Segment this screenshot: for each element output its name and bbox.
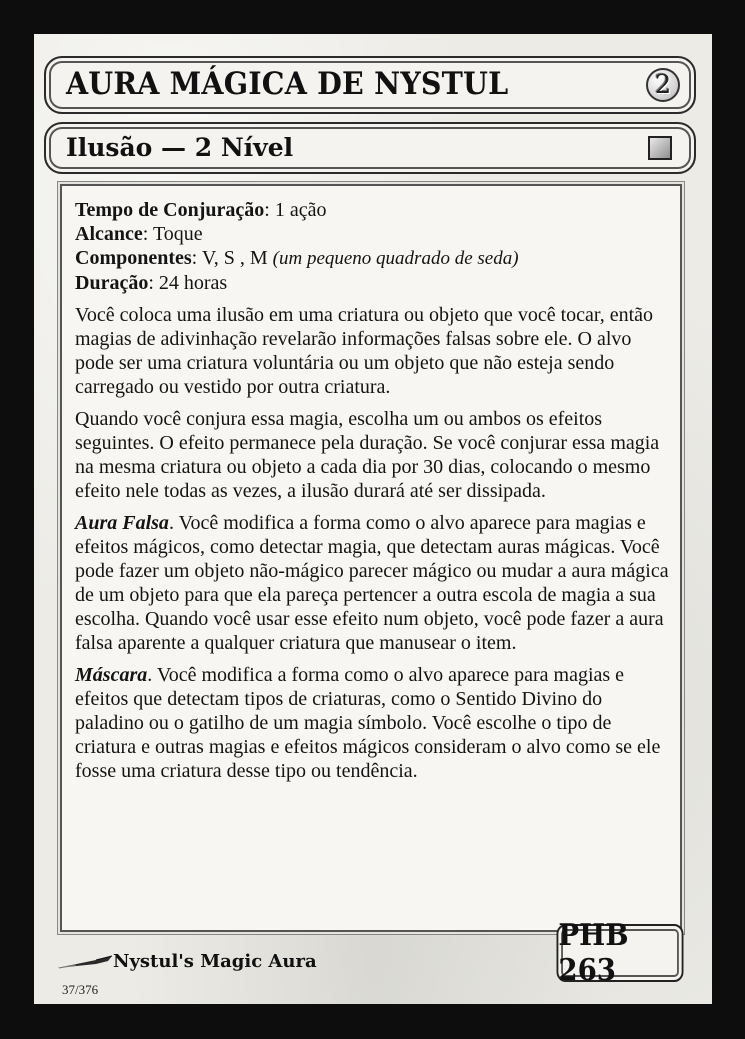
range: Alcance: Toque [75, 223, 203, 245]
duration: Duração: 24 horas [75, 272, 228, 294]
school-level-text: Ilusão — 2 Nível [66, 133, 294, 162]
components: Componentes: V, S , M (um pequeno quadrado de seda) [75, 247, 519, 269]
spell-level-badge: 2 [646, 68, 680, 102]
checkbox-icon[interactable] [648, 136, 672, 160]
aura-falsa-lead: Aura Falsa [75, 512, 169, 534]
aura-falsa-paragraph: Aura Falsa. Você modifica a forma como o alvo aparece para magias e efeitos mágicos, como detectar magia, que detectam auras mágicas. Você pode fazer um objeto não-mágico parecer mágico ou mudar a aura mágica de um objeto para que ela pareça pertencer a outra escola de magia a sua escolha. Quando você usar esse efeito num objeto, você pode fazer a aura falsa aparente a qualquer criatura que manusear o item. [75, 512, 669, 654]
english-spell-name: Nystul's Magic Aura [113, 951, 317, 972]
material-component: (um pequeno quadrado de seda) [272, 248, 519, 269]
description-paragraph-1: Você coloca uma ilusão em uma criatura ou objeto que você tocar, então magias de adivinhação revelarão informações falsas sobre ele. O alvo pode ser uma criatura voluntária ou um objeto que não esteja sendo carregado ou vestido por outra criatura. [75, 304, 654, 398]
casting-time: Tempo de Conjuração: 1 ação [75, 199, 327, 221]
stats-block [75, 198, 670, 295]
description-paragraph-2: Quando você conjura essa magia, escolha um ou ambos os efeitos seguintes. O efeito permanece pela duração. Se você conjurar essa magia na mesma criatura ou objeto a cada dia por 30 dias, colocando o mesmo efeito nele todas as vezes, a ilusão durará até ser dissipada. [75, 408, 660, 502]
school-banner [44, 122, 696, 174]
mascara-lead: Máscara [75, 664, 148, 686]
title-banner [44, 56, 696, 114]
quill-icon [56, 953, 114, 971]
spell-title: AURA MÁGICA DE NYSTUL [66, 66, 509, 102]
mascara-paragraph: Máscara. Você modifica a forma como o alvo aparece para magias e efeitos que detectam tipos de criaturas, como o Sentido Divino do paladino ou o gatilho de um magia símbolo. Você escolhe o tipo de criatura e outras magias e efeitos mágicos consideram o alvo como se ele fosse uma criatura desse tipo ou tendência. [75, 664, 661, 782]
card-count: 37/376 [62, 982, 99, 997]
page-reference: PHB 263 [557, 924, 684, 982]
spell-description-box [60, 184, 682, 932]
